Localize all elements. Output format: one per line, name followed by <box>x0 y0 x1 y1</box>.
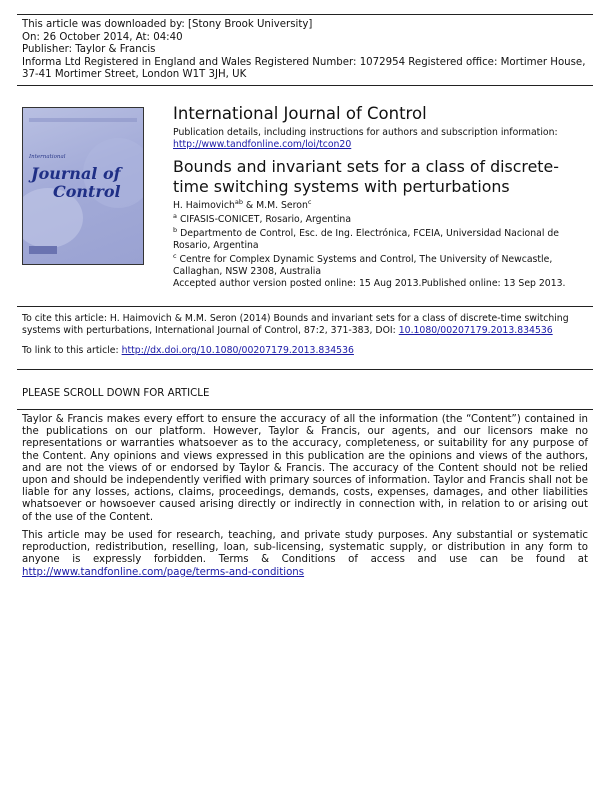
terms-link[interactable]: http://www.tandfonline.com/page/terms-and-conditions <box>22 566 305 578</box>
registered-line-1: Informa Ltd Registered in England and Wales Registered Number: 1072954 Registered office: Mortimer House, <box>22 56 586 68</box>
journal-cover-image <box>22 107 144 265</box>
disclaimer-paragraph-2 <box>22 530 588 579</box>
author-separator: & <box>242 200 257 211</box>
affil-c-sup: c <box>173 251 177 260</box>
article-link <box>22 345 592 357</box>
author-1-sup: ab <box>234 197 243 206</box>
usage-text: This article may be used for research, teaching, and private study purposes. Any substantial or systematic reproduction, redistribution, reselling, loan, sub-licensing, systematic supply, or distribution in any form to anyone is expressly forbidden. Terms & Conditions of access and use can be found at <box>22 530 588 566</box>
affiliation-c <box>173 251 593 278</box>
scroll-rule <box>17 409 593 410</box>
affiliation-a <box>173 211 593 226</box>
scroll-notice: PLEASE SCROLL DOWN FOR ARTICLE <box>22 388 210 399</box>
downloaded-line: This article was downloaded by: [Stony Brook University] <box>22 19 313 30</box>
date-line: On: 26 October 2014, At: 04:40 <box>22 31 183 43</box>
header-rule <box>17 85 593 86</box>
disclaimer-paragraph-1: Taylor & Francis makes every effort to ensure the accuracy of all the information (the “Content”) contained in the publications on our platform. However, Taylor & Francis, our agents, and our licensors make no representations or warranties whatsoever as to the accuracy, completeness, or suitability for any purpose of the Content. Any opinions and views expressed in this publication are the opinions and views of the authors, and are not the views of or endorsed by Taylor & Francis. The accuracy of the Content should not be relied upon and should be independently verified with primary sources of information. Taylor and Francis shall not be liable for any losses, actions, claims, proceedings, demands, costs, expenses, damages, and other liabilities whatsoever or howsoever caused arising directly or indirectly in connection with, in relation to or arising out of the use of the Content. <box>22 414 588 523</box>
registered-line-2: 37-41 Mortimer Street, London W1T 3JH, UK <box>22 69 247 81</box>
publication-dates: Accepted author version posted online: 15 Aug 2013.Published online: 13 Sep 2013. <box>173 278 566 289</box>
author-2-sup: c <box>307 197 312 206</box>
author-2: M.M. Seron <box>256 200 308 211</box>
publisher-logo-icon <box>29 246 57 254</box>
cover-title-line-1: Journal of <box>31 164 121 183</box>
citation-rule <box>17 369 593 370</box>
affil-a-text: CIFASIS-CONICET, Rosario, Argentina <box>176 214 352 225</box>
link-label: To link to this article: <box>22 345 122 356</box>
journal-url-link[interactable]: http://www.tandfonline.com/loi/tcon20 <box>173 139 352 150</box>
cover-small-text: International <box>29 154 66 160</box>
cover-title-line-2: Control <box>53 182 121 201</box>
publication-details: Publication details, including instructions for authors and subscription information: <box>173 127 558 138</box>
metadata-rule <box>17 306 593 307</box>
affil-b-sup: b <box>173 225 178 234</box>
article-title: Bounds and invariant sets for a class of discrete-time switching systems with perturbations <box>173 157 559 196</box>
article-url-link[interactable]: http://dx.doi.org/10.1080/00207179.2013.834536 <box>121 345 354 356</box>
top-rule <box>17 14 593 15</box>
cover-title <box>31 165 121 201</box>
affil-c-text: Centre for Complex Dynamic Systems and Control, The University of Newcastle, Callaghan, NSW 2308, Australia <box>173 254 553 277</box>
affil-a-sup: a <box>173 211 177 220</box>
author-1: H. Haimovich <box>173 200 235 211</box>
citation <box>22 313 592 337</box>
publisher-line: Publisher: Taylor & Francis <box>22 44 156 56</box>
affiliation-b <box>173 225 593 252</box>
affil-b-text: Departmento de Control, Esc. de Ing. Electrónica, FCEIA, Universidad Nacional de Rosario, Argentina <box>173 228 559 251</box>
download-header <box>22 19 592 82</box>
doi-link[interactable]: 10.1080/00207179.2013.834536 <box>398 325 553 336</box>
authors <box>173 197 593 212</box>
journal-title: International Journal of Control <box>173 104 427 123</box>
article-metadata <box>173 104 593 290</box>
citation-text: To cite this article: H. Haimovich & M.M. Seron (2014) Bounds and invariant sets for a class of discrete-time switching systems with perturbations, International Journal of Control, 87:2, 371-383, DOI: <box>22 313 569 336</box>
